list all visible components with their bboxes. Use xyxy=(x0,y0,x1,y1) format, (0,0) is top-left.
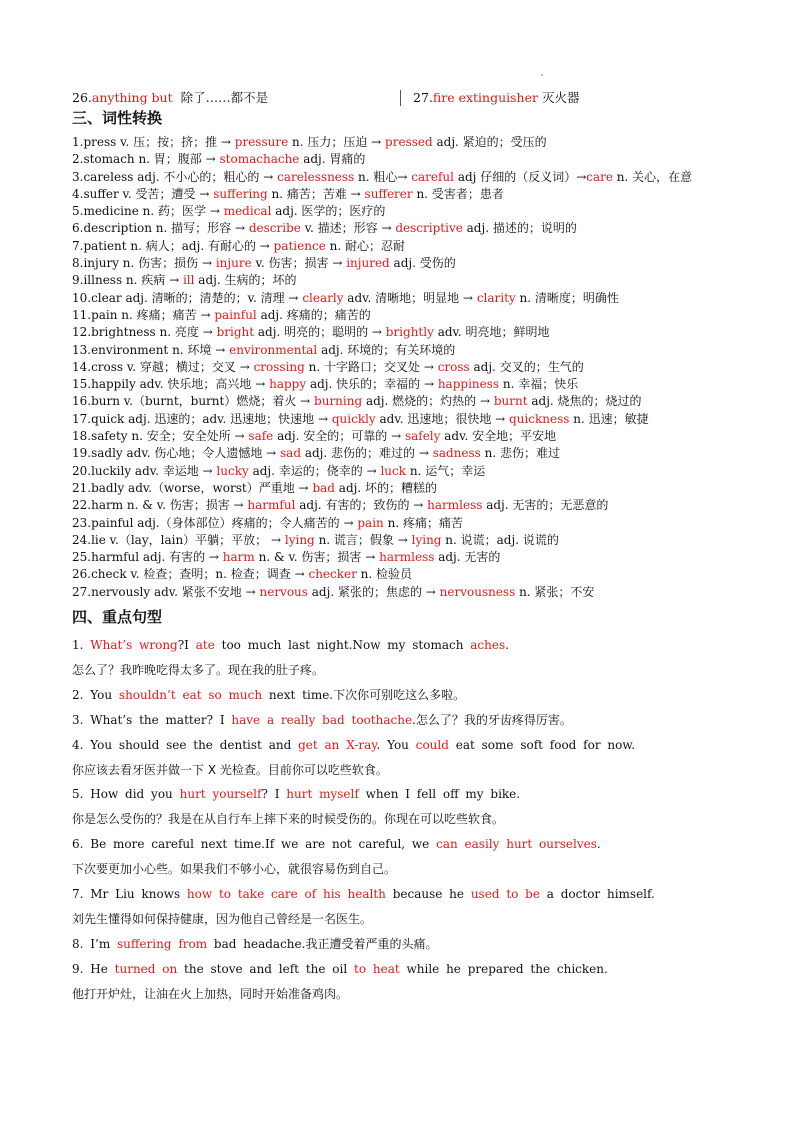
sentence-chinese: 他打开炉灶，让油在火上加热，同时开始准备鸡肉。 xyxy=(72,986,349,1001)
text-segment: adv. 迅速地；很快地 → xyxy=(375,411,510,426)
highlighted-term: could xyxy=(415,737,449,752)
text-segment: adj. 有害的；致伤的 → xyxy=(295,498,428,513)
text-segment: while he prepared the chicken. xyxy=(399,961,608,976)
text-segment: adj. 环境的；有关环境的 xyxy=(317,342,456,357)
highlighted-term: clearly xyxy=(302,290,344,305)
text-segment: v. 描述；形容 → xyxy=(300,221,396,236)
text-segment: n. 紧张；不安 xyxy=(515,584,595,599)
text-segment: v. 伤害；损害 → xyxy=(251,256,347,271)
text-segment: a doctor himself. xyxy=(539,887,655,902)
vocab-27-meaning: 灭火器 xyxy=(541,90,580,105)
highlighted-term: have a really bad toothache xyxy=(231,712,413,727)
highlighted-term: hurt myself xyxy=(286,787,359,802)
sentence-chinese: 你应该去看牙医并做一下 X 光检查。目前你可以吃些软食。 xyxy=(72,762,388,777)
highlighted-term: bright xyxy=(216,325,255,340)
text-segment: 15.happily adv. 快乐地；高兴地 → xyxy=(72,377,270,392)
highlighted-term: to heat xyxy=(354,961,400,976)
highlighted-term: lying xyxy=(411,532,442,547)
text-segment: adj. 幸运的；侥幸的 → xyxy=(248,463,381,478)
highlighted-term: harm xyxy=(222,550,255,565)
text-segment: 6.description n. 描写；形容 → xyxy=(72,221,249,236)
text-segment: bad headache.我正遭受着严重的头痛。 xyxy=(207,936,438,951)
text-segment: adj. 燃烧的；灼热的 → xyxy=(362,394,494,409)
highlighted-term: nervous xyxy=(259,584,308,599)
text-segment: n. 谎言；假象 → xyxy=(314,532,412,547)
column-divider xyxy=(400,90,401,106)
sentence-english xyxy=(72,708,732,733)
text-segment: adj. 疼痛的；痛苦的 xyxy=(256,307,371,322)
text-segment: adv. 明亮地；鲜明地 xyxy=(433,325,550,340)
text-segment: adj. 明亮的；聪明的 → xyxy=(254,325,386,340)
word-form-line xyxy=(72,324,732,341)
word-form-line xyxy=(72,238,732,255)
word-form-line xyxy=(72,566,732,583)
text-segment: 9.illness n. 疾病 → xyxy=(72,273,183,288)
text-segment: the stove and left the oil xyxy=(177,961,354,976)
highlighted-term: aches xyxy=(470,638,506,653)
highlighted-term: ate xyxy=(195,638,215,653)
sentence-chinese: 刘先生懂得如何保持健康，因为他自己曾经是一名医生。 xyxy=(72,911,373,926)
vocab-row-26-27 xyxy=(72,90,732,108)
text-segment: 3. What’s the matter? I xyxy=(72,712,232,727)
text-segment: next time.下次你可别吃这么多啦。 xyxy=(262,687,466,702)
vocab-27-number: 27. xyxy=(413,90,433,105)
highlighted-term: quickly xyxy=(331,411,376,426)
word-form-line xyxy=(72,480,732,497)
text-segment: 24.lie v.（lay，lain）平躺；平放； → xyxy=(72,532,285,547)
word-form-line xyxy=(72,532,732,549)
text-segment: 2.stomach n. 胃；腹部 → xyxy=(72,152,220,167)
highlighted-term: stomachache xyxy=(219,152,300,167)
text-segment: adj. 受伤的 xyxy=(389,256,456,271)
text-segment: ? I xyxy=(261,787,287,802)
word-form-line xyxy=(72,428,732,445)
highlighted-term: sad xyxy=(280,446,302,461)
vocab-26-number: 26. xyxy=(72,90,92,105)
highlighted-term: clarity xyxy=(476,290,516,305)
word-form-line xyxy=(72,203,732,220)
sentence-english xyxy=(72,882,732,907)
word-form-line xyxy=(72,255,732,272)
text-segment: n. 清晰度；明确性 xyxy=(515,290,619,305)
text-segment: . xyxy=(505,638,509,653)
text-segment: 17.quick adj. 迅速的；adv. 迅速地；快速地 → xyxy=(72,411,332,426)
word-form-line xyxy=(72,549,732,566)
text-segment: 7. Mr Liu knows xyxy=(72,887,187,902)
text-segment: 23.painful adj.（身体部位）疼痛的；令人痛苦的 → xyxy=(72,515,358,530)
word-form-line xyxy=(72,376,732,393)
text-segment: 4. You should see the dentist and xyxy=(72,737,299,752)
text-segment: 22.harm n. & v. 伤害；损害 → xyxy=(72,498,248,513)
highlighted-term: turned on xyxy=(114,961,178,976)
word-form-line xyxy=(72,463,732,480)
highlighted-term: pain xyxy=(357,515,384,530)
highlighted-term: shouldn’t eat so much xyxy=(118,687,263,702)
highlighted-term: patience xyxy=(273,238,326,253)
word-form-line xyxy=(72,515,732,532)
word-form-line xyxy=(72,342,732,359)
highlighted-term: pressure xyxy=(234,135,289,149)
text-segment: 9. He xyxy=(72,961,115,976)
text-segment: adj. 安全的；可靠的 → xyxy=(273,429,405,444)
highlighted-term: painful xyxy=(214,307,257,322)
word-form-line xyxy=(72,411,732,428)
text-segment: 2. You xyxy=(72,687,119,702)
sentence-english xyxy=(72,932,732,957)
highlighted-term: safely xyxy=(404,429,441,444)
text-segment: when I fell off my bike. xyxy=(358,787,521,802)
highlighted-term: happiness xyxy=(437,377,500,392)
highlighted-term: bad xyxy=(312,480,335,495)
highlighted-term: crossing xyxy=(253,359,305,374)
sentence-english xyxy=(72,782,732,807)
highlighted-term: suffering xyxy=(213,186,268,201)
text-segment: adj. 胃痛的 xyxy=(299,152,366,167)
text-segment: 8.injury n. 伤害；损伤 → xyxy=(72,256,216,271)
highlighted-term: burnt xyxy=(493,394,528,409)
text-segment: n. 粗心→ xyxy=(354,169,412,184)
text-segment: eat some soft food for now. xyxy=(448,737,636,752)
highlighted-term: checker xyxy=(308,567,357,582)
word-form-line xyxy=(72,359,732,376)
highlighted-term: can easily hurt ourselves xyxy=(436,837,597,852)
word-form-line xyxy=(72,134,732,151)
text-segment: 3.careless adj. 不小心的；粗心的 → xyxy=(72,169,278,184)
sentence-english xyxy=(72,683,732,708)
text-segment: 18.safety n. 安全；安全处所 → xyxy=(72,429,249,444)
word-form-line xyxy=(72,584,732,601)
key-sentences-list xyxy=(72,633,732,1007)
text-segment: n. 关心，在意 xyxy=(612,169,693,184)
text-segment: adj. 紧张的；焦虑的 → xyxy=(307,584,440,599)
section-4-heading: 四、重点句型 xyxy=(72,608,163,627)
text-segment: adj 仔细的（反义词）→ xyxy=(454,169,587,184)
highlighted-term: luck xyxy=(380,463,407,478)
vocab-26-term: anything but xyxy=(91,90,173,105)
text-segment: n. 痛苦；苦难 → xyxy=(267,186,365,201)
highlighted-term: how to take care of his health xyxy=(186,887,386,902)
sentence-chinese: 下次要更加小心些。如果我们不够小心，就很容易伤到自己。 xyxy=(72,862,397,877)
text-segment: 10.clear adj. 清晰的；清楚的；v. 清理 → xyxy=(72,290,303,305)
highlighted-term: ill xyxy=(182,273,195,288)
highlighted-term: carelessness xyxy=(277,169,355,184)
text-segment: 1. xyxy=(72,638,91,653)
highlighted-term: care xyxy=(586,169,613,184)
word-form-line xyxy=(72,186,732,203)
highlighted-term: burning xyxy=(314,394,363,409)
text-segment: n. 悲伤；难过 xyxy=(480,446,561,461)
text-segment: adj. 无害的 xyxy=(434,550,501,565)
highlighted-term: careful xyxy=(411,169,455,184)
highlighted-term: hurt yourself xyxy=(179,787,262,802)
highlighted-term: sadness xyxy=(432,446,481,461)
section-3-heading: 三、词性转换 xyxy=(72,109,163,127)
text-segment: adj. 无害的；无恶意的 xyxy=(482,498,609,513)
vocab-27-term: fire extinguisher xyxy=(432,90,538,105)
sentence-chinese: 怎么了？我昨晚吃得太多了。现在我的肚子疼。 xyxy=(72,662,325,677)
text-segment: adv. 清晰地；明显地 → xyxy=(343,290,477,305)
text-segment: 26.check v. 检查；查明；n. 检查；调查 → xyxy=(72,567,309,582)
text-segment: because he xyxy=(385,887,471,902)
word-form-line xyxy=(72,272,732,289)
text-segment: n. 疼痛；痛苦 xyxy=(383,515,463,530)
text-segment: n. 十字路口；交叉处 → xyxy=(304,359,438,374)
text-segment: 8. I’m xyxy=(72,936,118,951)
text-segment: n. 幸福；快乐 xyxy=(499,377,579,392)
highlighted-term: describe xyxy=(248,221,301,236)
highlighted-term: safe xyxy=(248,429,274,444)
highlighted-term: harmless xyxy=(427,498,483,513)
text-segment: 7.patient n. 病人；adj. 有耐心的 → xyxy=(72,238,274,253)
text-segment: . xyxy=(596,837,601,852)
word-form-line xyxy=(72,290,732,307)
text-segment: 6. Be more careful next time.If we are not careful, we xyxy=(72,837,437,852)
text-segment: too much last night.Now my stomach xyxy=(214,638,471,653)
highlighted-term: used to be xyxy=(470,887,540,902)
highlighted-term: medical xyxy=(223,204,272,219)
text-segment: adj. 坏的；糟糕的 xyxy=(334,480,437,495)
text-segment: adj. 烧焦的；烧过的 xyxy=(527,394,642,409)
word-forms-list xyxy=(72,134,732,601)
vocab-item-26 xyxy=(72,90,400,108)
highlighted-term: harmless xyxy=(379,550,435,565)
text-segment: 20.luckily adv. 幸运地 → xyxy=(72,463,217,478)
word-form-line xyxy=(72,393,732,410)
text-segment: 13.environment n. 环境 → xyxy=(72,342,230,357)
text-segment: n. 迅速；敏捷 xyxy=(569,411,649,426)
text-segment: adj. 快乐的；幸福的 → xyxy=(306,377,438,392)
highlighted-term: cross xyxy=(437,359,470,374)
text-segment: n. 受害者；患者 xyxy=(412,186,504,201)
word-form-line xyxy=(72,169,732,186)
sentence-chinese: 你是怎么受伤的？我是在从自行车上摔下来的时候受伤的。你现在可以吃些软食。 xyxy=(72,812,505,827)
text-segment: n. 检验员 xyxy=(356,567,413,582)
highlighted-term: brightly xyxy=(385,325,434,340)
highlighted-term: injure xyxy=(215,256,252,271)
text-segment: 5. How did you xyxy=(72,787,180,802)
text-segment: 14.cross v. 穿越；横过；交叉 → xyxy=(72,359,254,374)
vocab-item-27 xyxy=(413,90,579,108)
text-segment: ?I xyxy=(177,638,196,653)
sentence-english xyxy=(72,957,732,982)
highlighted-term: descriptive xyxy=(395,221,463,236)
highlighted-term: injured xyxy=(346,256,390,271)
text-segment: n. 耐心；忍耐 xyxy=(325,238,405,253)
text-segment: 5.medicine n. 药；医学 → xyxy=(72,204,224,219)
highlighted-term: happy xyxy=(269,377,307,392)
text-segment: adj. 描述的；说明的 xyxy=(462,221,577,236)
vocab-26-meaning: 除了……都不是 xyxy=(180,90,269,105)
text-segment: 4.suffer v. 受苦；遭受 → xyxy=(72,186,214,201)
highlighted-term: lucky xyxy=(216,463,249,478)
text-segment: adv. 安全地；平安地 xyxy=(440,429,557,444)
word-form-line xyxy=(72,445,732,462)
sentence-english xyxy=(72,832,732,857)
text-segment: .怎么了？我的牙齿疼得厉害。 xyxy=(412,712,572,727)
text-segment: 12.brightness n. 亮度 → xyxy=(72,325,217,340)
text-segment: 16.burn v.（burnt，burnt）燃烧；着火 → xyxy=(72,394,315,409)
highlighted-term: pressed xyxy=(385,135,433,149)
text-segment: 25.harmful adj. 有害的 → xyxy=(72,550,223,565)
highlighted-term: environmental xyxy=(229,342,318,357)
text-segment: n. 说谎；adj. 说谎的 xyxy=(441,532,559,547)
text-segment: n. 运气；幸运 xyxy=(406,463,486,478)
text-segment: adj. 紧迫的；受压的 xyxy=(432,135,547,149)
text-segment: 11.pain n. 疼痛；痛苦 → xyxy=(72,307,215,322)
highlighted-term: get an X-ray xyxy=(298,737,377,752)
text-segment: adj. 交叉的；生气的 xyxy=(469,359,584,374)
sentence-english xyxy=(72,733,732,758)
text-segment: 21.badly adv.（worse，worst）严重地 → xyxy=(72,480,313,495)
worksheet-page xyxy=(72,90,732,1007)
text-segment: adj. 医学的；医疗的 xyxy=(271,204,386,219)
text-segment: . You xyxy=(376,737,416,752)
sentence-english xyxy=(72,633,732,658)
word-form-line xyxy=(72,151,732,168)
highlighted-term: sufferer xyxy=(364,186,413,201)
highlighted-term: lying xyxy=(284,532,315,547)
highlighted-term: suffering from xyxy=(117,936,208,951)
highlighted-term: quickness xyxy=(509,411,570,426)
word-form-line xyxy=(72,307,732,324)
highlighted-term: harmful xyxy=(247,498,296,513)
text-segment: n. & v. 伤害；损害 → xyxy=(254,550,380,565)
text-segment: 27.nervously adv. 紧张不安地 → xyxy=(72,584,260,599)
word-form-line xyxy=(72,220,732,237)
text-segment: n. 压力；压迫 → xyxy=(288,135,386,149)
stray-dot xyxy=(541,74,543,76)
highlighted-term: What’s wrong xyxy=(90,638,178,653)
word-form-line xyxy=(72,497,732,514)
text-segment: 1.press v. 压；按；挤；推 → xyxy=(72,135,235,149)
text-segment: adj. 悲伤的；难过的 → xyxy=(301,446,433,461)
text-segment: adj. 生病的；坏的 xyxy=(194,273,297,288)
highlighted-term: nervousness xyxy=(439,584,516,599)
text-segment: 19.sadly adv. 伤心地；令人遗憾地 → xyxy=(72,446,281,461)
